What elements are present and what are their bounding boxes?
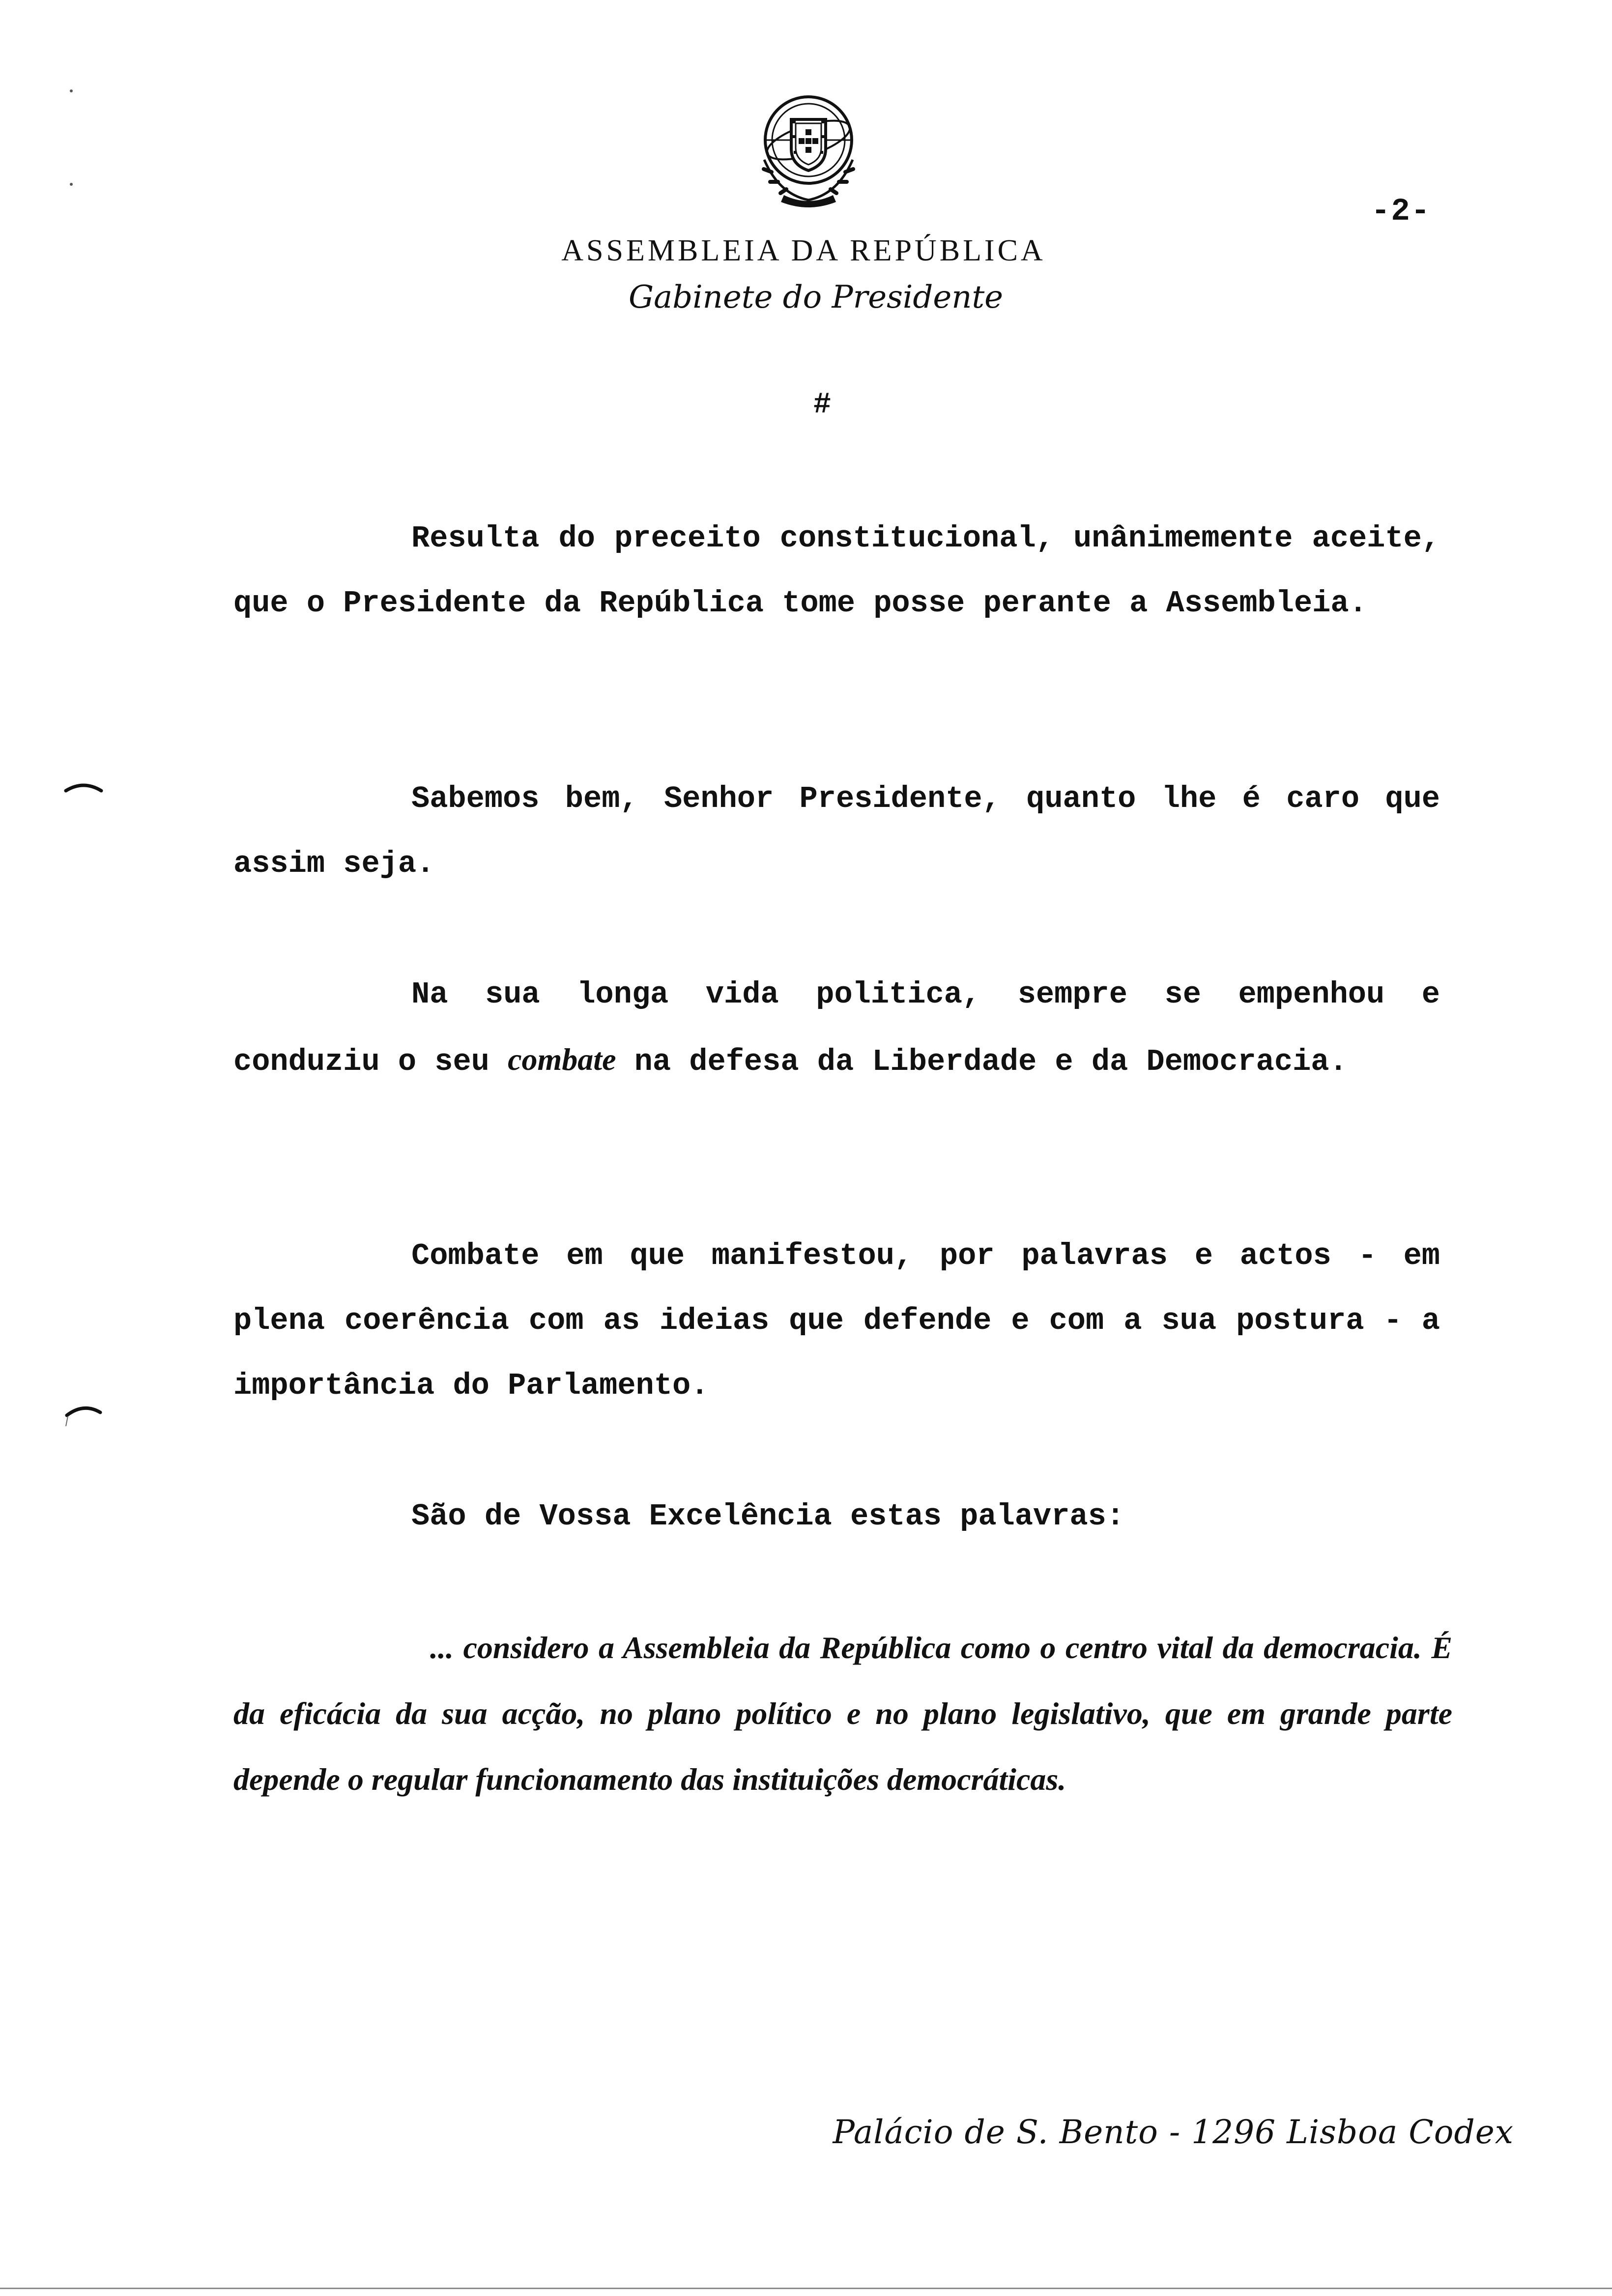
- paragraph-5-text: São de Vossa Excelência estas palavras:: [411, 1499, 1125, 1534]
- paragraph-3-emphasis: combate: [508, 1042, 616, 1077]
- margin-dot-mark: [66, 86, 76, 96]
- institution-name: [0, 233, 1612, 268]
- institution-name-text: ASSEMBLEIA DA REPÚBLICA: [561, 234, 1046, 267]
- section-separator: #: [813, 388, 832, 422]
- office-name: [0, 279, 1612, 316]
- punch-hole-mark: [64, 1401, 103, 1430]
- paragraph-1: [233, 506, 1440, 636]
- punch-hole-mark: [64, 779, 103, 799]
- paragraph-3-before: Na sua longa vida politica, sempre se empenhou e conduziu o seu: [233, 977, 1440, 1079]
- footer-address: Palácio de S. Bento - 1296 Lisboa Codex: [833, 2113, 1514, 2151]
- page-number: -2-: [1371, 194, 1431, 230]
- paragraph-3: [233, 962, 1440, 1094]
- paragraph-3-text: [233, 962, 1440, 1094]
- paragraph-4-text: Combate em que manifestou, por palavras e actos - em plena coerência com as ideias que defende e com a sua postura - a importância do Parlamento.: [233, 1238, 1440, 1403]
- office-name-text: Gabinete do Presidente: [628, 279, 1004, 316]
- bottom-edge-line: [0, 2288, 1612, 2289]
- paragraph-4: [233, 1224, 1440, 1418]
- coat-of-arms-emblem: [745, 91, 872, 209]
- quotation: ... considero a Assembleia da República como o centro vital da democracia. É da eficácia da sua acção, no plano político e no plano legislativo, que em grande parte depende o regular funcionamento das instituições democráticas.: [233, 1630, 1452, 1797]
- paragraph-1-text: Resulta do preceito constitucional, unânimemente aceite, que o Presidente da República tome posse perante a Assembleia.: [233, 521, 1440, 621]
- paragraph-5: [233, 1484, 1440, 1549]
- margin-dot-mark: [66, 179, 76, 189]
- paragraph-3-after: na defesa da Liberdade e da Democracia.: [616, 1044, 1348, 1079]
- paragraph-2: [233, 767, 1440, 896]
- paragraph-2-text: Sabemos bem, Senhor Presidente, quanto lhe é caro que assim seja.: [233, 781, 1440, 881]
